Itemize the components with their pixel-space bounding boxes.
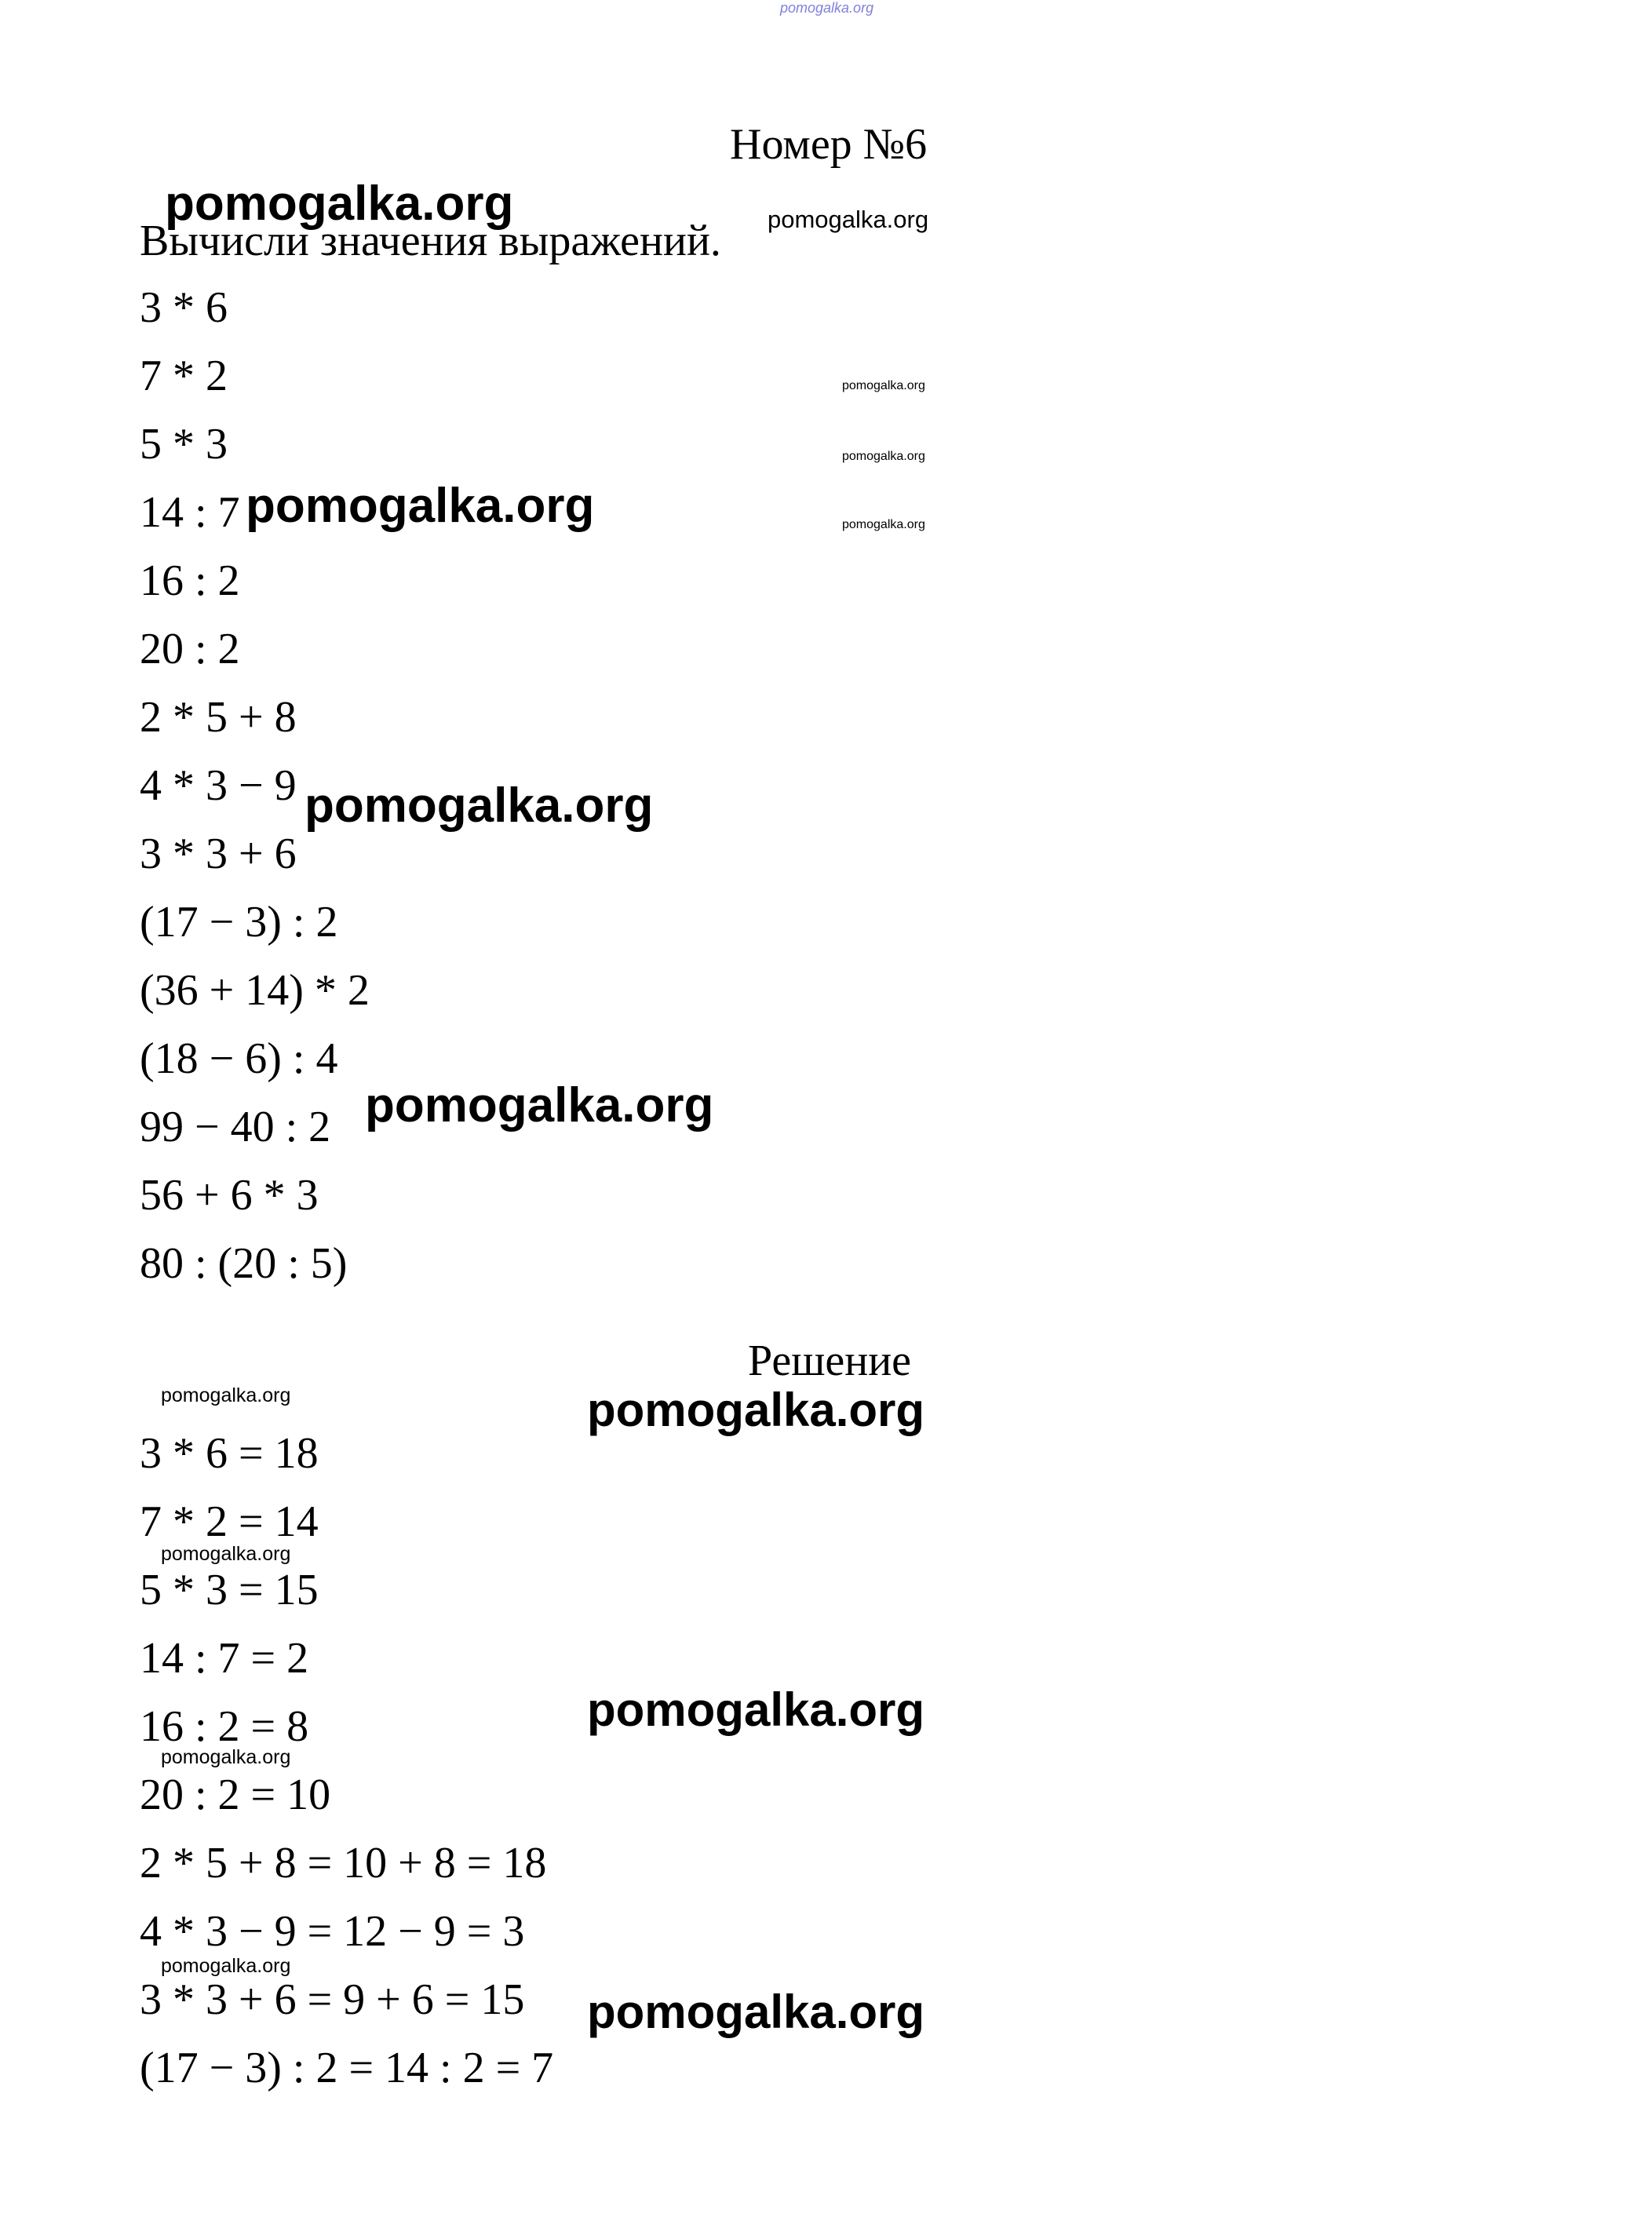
watermark: pomogalka.org — [305, 779, 654, 833]
watermark: pomogalka.org — [768, 206, 929, 233]
expression-item: 99 − 40 : 2 — [140, 1103, 331, 1151]
watermark: pomogalka.org — [161, 1955, 291, 1977]
solution-line: 3 * 6 = 18 — [140, 1429, 319, 1478]
solution-line: 4 * 3 − 9 = 12 − 9 = 3 — [140, 1907, 525, 1956]
watermark: pomogalka.org — [587, 1986, 925, 2038]
expression-item: 2 * 5 + 8 — [140, 693, 297, 742]
task-prompt: Вычисли значения выражений. — [140, 217, 721, 265]
watermark: pomogalka.org — [842, 518, 925, 531]
solution-line: 3 * 3 + 6 = 9 + 6 = 15 — [140, 1975, 525, 2024]
watermark: pomogalka.org — [165, 177, 514, 231]
watermark: pomogalka.org — [587, 1384, 925, 1436]
expression-item: (36 + 14) * 2 — [140, 966, 370, 1015]
expression-item: (18 − 6) : 4 — [140, 1034, 338, 1083]
solution-list — [140, 1428, 553, 2111]
solution-line: 7 * 2 = 14 — [140, 1497, 319, 1546]
task-title: Номер №6 — [730, 120, 928, 169]
solution-line: 14 : 7 = 2 — [140, 1634, 309, 1683]
expression-item: 4 * 3 − 9 — [140, 761, 297, 810]
header-watermark: pomogalka.org — [780, 0, 874, 16]
expression-item: 5 * 3 — [140, 420, 228, 469]
solution-heading: Решение — [748, 1337, 912, 1385]
solution-line: 20 : 2 = 10 — [140, 1771, 331, 1819]
watermark: pomogalka.org — [161, 1746, 291, 1768]
expression-item: 7 * 2 — [140, 352, 228, 400]
watermark: pomogalka.org — [365, 1078, 714, 1132]
watermark: pomogalka.org — [842, 450, 925, 463]
expression-item: 80 : (20 : 5) — [140, 1239, 348, 1288]
expression-item: 3 * 3 + 6 — [140, 830, 297, 878]
expression-item: 20 : 2 — [140, 625, 240, 673]
watermark: pomogalka.org — [161, 1384, 291, 1406]
expression-item: 3 * 6 — [140, 283, 228, 332]
expression-item: 16 : 2 — [140, 556, 240, 605]
expression-item: 56 + 6 * 3 — [140, 1171, 319, 1220]
watermark: pomogalka.org — [246, 479, 595, 533]
solution-line: 2 * 5 + 8 = 10 + 8 = 18 — [140, 1839, 547, 1887]
watermark: pomogalka.org — [842, 379, 925, 392]
watermark: pomogalka.org — [587, 1683, 925, 1736]
expression-item: 14 : 7 — [140, 488, 240, 537]
solution-line: 16 : 2 = 8 — [140, 1702, 309, 1751]
expression-item: (17 − 3) : 2 — [140, 898, 338, 946]
solution-line: (17 − 3) : 2 = 14 : 2 = 7 — [140, 2044, 554, 2092]
watermark: pomogalka.org — [161, 1543, 291, 1565]
solution-line: 5 * 3 = 15 — [140, 1566, 319, 1614]
